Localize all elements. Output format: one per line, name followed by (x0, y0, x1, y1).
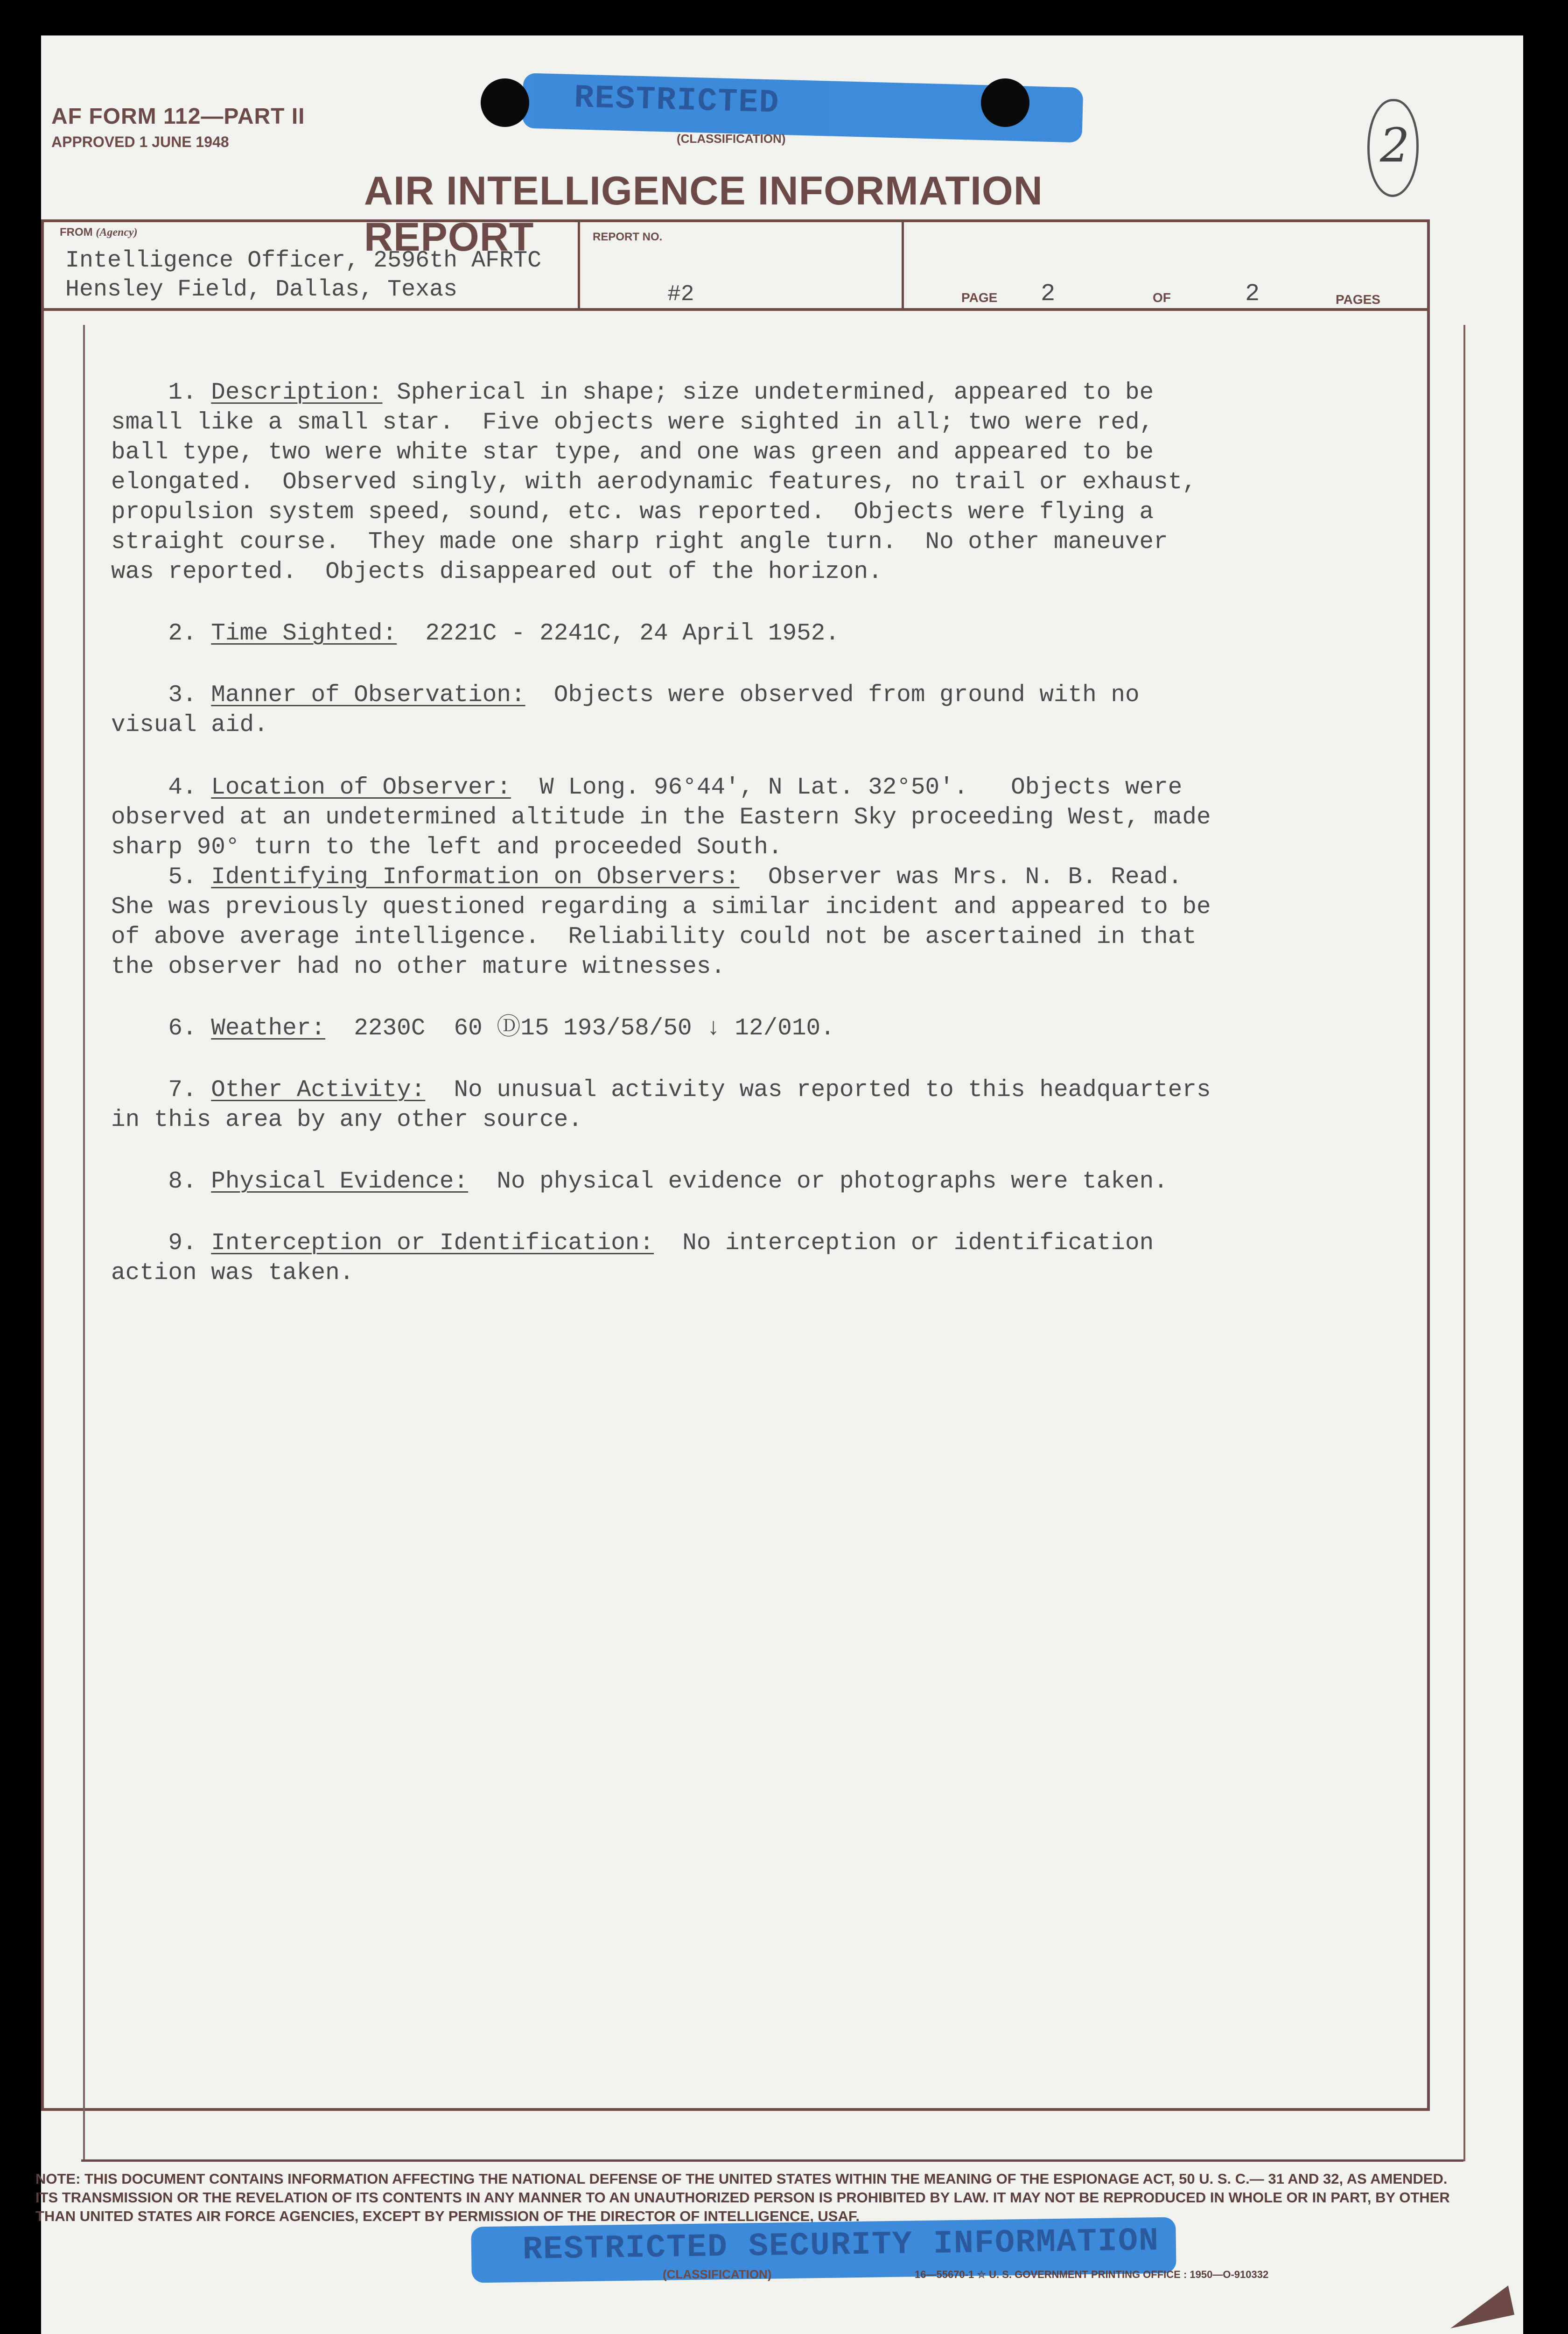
item-text: Observer was Mrs. N. B. Read. She was previously questioned regarding a similar incident and appeared to be of above average intelligence. Reliability could not be ascertained in that the observer had no other mature witnesses. (111, 864, 1211, 980)
item-text: W Long. 96°44', N Lat. 32°50'. Objects were observed at an undetermined altitude in the Eastern Sky proceeding West, made sharp 90° turn to the left and proceeded South. (111, 774, 1211, 861)
item-text: No unusual activity was reported to this headquarters in this area by any other source. (111, 1077, 1211, 1133)
item-number: 7. (168, 1077, 197, 1104)
of-label: OF (1153, 290, 1171, 305)
item-number: 2. (168, 620, 197, 647)
item-text: No interception or identification action was taken. (111, 1230, 1154, 1287)
report-body (111, 378, 1418, 1288)
report-item (111, 1167, 1418, 1197)
printing-office-imprint: 16—55670-1 ☆ U. S. GOVERNMENT PRINTING OFFICE : 1950—O-910332 (915, 2269, 1269, 2280)
report-number: #2 (667, 282, 694, 307)
report-item (111, 773, 1418, 863)
form-approved-date: APPROVED 1 JUNE 1948 (51, 134, 229, 150)
from-agency-line-1: Intelligence Officer, 2596th AFRTC (65, 247, 542, 274)
item-number: 3. (168, 682, 197, 709)
report-no-label: REPORT NO. (593, 231, 663, 243)
from-agency-line-2: Hensley Field, Dallas, Texas (65, 276, 458, 303)
item-text: No physical evidence or photographs were taken. (468, 1168, 1168, 1195)
page-number: 2 (1041, 280, 1056, 308)
handwritten-page-number (1367, 99, 1419, 197)
report-item (111, 1014, 1418, 1044)
item-text: 2230C 60 Ⓓ15 193/58/50 ↓ 12/010. (325, 1015, 835, 1042)
pages-label: PAGES (1336, 292, 1380, 307)
item-heading: Time Sighted: (211, 620, 397, 647)
item-text: Objects were observed from ground with no visual aid. (111, 682, 1140, 738)
item-heading: Location of Observer: (211, 774, 511, 801)
header-divider (41, 308, 1430, 311)
item-number: 8. (168, 1168, 197, 1195)
report-title: AIR INTELLIGENCE INFORMATION REPORT (364, 169, 1043, 260)
from-agency-label: (Agency) (96, 226, 138, 239)
body-frame-bottom (81, 2159, 1463, 2162)
item-number: 6. (168, 1015, 197, 1042)
classification-label-bottom: (CLASSIFICATION) (663, 2267, 772, 2281)
item-number: 9. (168, 1230, 197, 1257)
page-label: PAGE (961, 290, 998, 305)
report-item (111, 1229, 1418, 1288)
redacted-classification-top: RESTRICTED (574, 80, 780, 122)
item-heading: Manner of Observation: (211, 682, 525, 709)
item-heading: Interception or Identification: (211, 1230, 654, 1257)
item-heading: Physical Evidence: (211, 1168, 469, 1195)
report-item (111, 681, 1418, 740)
punch-hole-left (481, 78, 529, 127)
total-pages: 2 (1245, 280, 1260, 308)
item-heading: Other Activity: (211, 1077, 426, 1104)
item-heading: Identifying Information on Observers: (211, 864, 740, 891)
classification-label-top: (CLASSIFICATION) (677, 132, 786, 146)
report-item (111, 378, 1418, 587)
report-item (111, 619, 1418, 649)
item-number: 5. (168, 864, 197, 891)
report-item (111, 1076, 1418, 1135)
item-number: 4. (168, 774, 197, 801)
item-heading: Weather: (211, 1015, 326, 1042)
from-label-text: FROM (60, 226, 93, 239)
item-number: 1. (168, 380, 197, 406)
item-heading: Description: (211, 380, 383, 406)
item-text: Spherical in shape; size undetermined, appeared to be small like a small star. Five objects were sighted in all; two were red, ball type, two were white star type, and one was green and appeared to be elongated. Observed singly, with aerodynamic features, no trail or exhaust, propulsion system speed, sound, etc. was reported. Objects were flying a straight course. They made one sharp right angle turn. No other maneuver was reported. Objects disappeared out of the horizon. (111, 380, 1197, 585)
handwritten-page-number-text: 2 (1380, 118, 1410, 173)
form-id: AF FORM 112—PART II (51, 104, 305, 129)
redacted-classification-bottom: RESTRICTED SECURITY INFORMATION (522, 2222, 1160, 2269)
header-column-divider (902, 222, 904, 311)
espionage-act-notice: NOTE: THIS DOCUMENT CONTAINS INFORMATION AFFECTING THE NATIONAL DEFENSE OF THE UNITED STATES WITHIN THE MEANING OF THE ESPIONAGE ACT, 50 U. S. C.— 31 AND 32, AS AMENDED. ITS TRANSMISSION OR THE REVELATION OF ITS CONTENTS IN ANY MANNER TO AN UNAUTHORIZED PERSON IS PROHIBITED BY LAW. IT MAY NOT BE REPRODUCED IN WHOLE OR IN PART, BY OTHER THAN UNITED STATES AIR FORCE AGENCIES, EXCEPT BY PERMISSION OF THE DIRECTOR OF INTELLIGENCE, USAF. (35, 2171, 1450, 2224)
header-column-divider (578, 222, 580, 311)
punch-hole-right (981, 78, 1029, 127)
report-item (111, 863, 1418, 982)
from-label (60, 226, 138, 239)
item-text: 2221C - 2241C, 24 April 1952. (397, 620, 840, 647)
